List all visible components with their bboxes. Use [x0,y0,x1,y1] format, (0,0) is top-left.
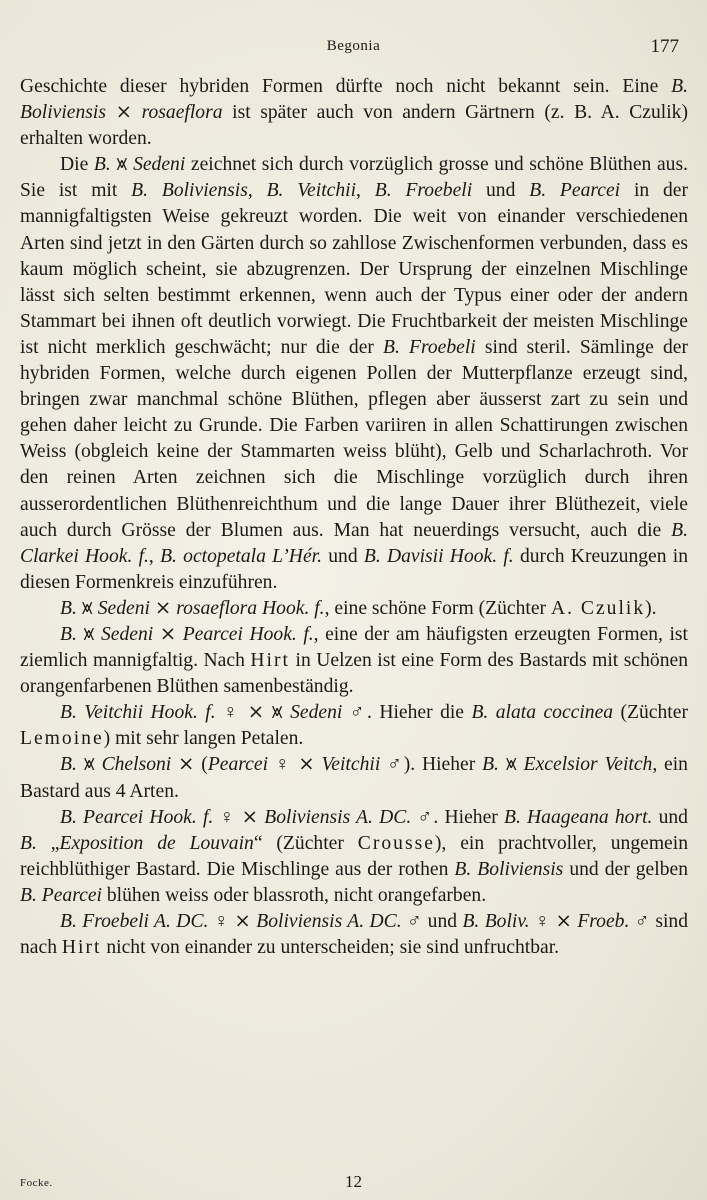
paragraph: Geschichte dieser hybriden Formen dürfte noch nicht bekannt sein. Eine B. Boliviensis ⨯ rosaeflora ist später auch von andern Gärtnern (z. B. A. Czulik) erhalten worden. [20,76,688,150]
paragraph: B. Froebeli A. DC. ♀ ⨯ Boliviensis A. DC. ♂ und B. Boliv. ♀ ⨯ Froeb. ♂ sind nach Hirt nicht von einander zu unterscheiden; sie sind unfruchtbar. [20,911,689,959]
printer-signature: Focke. [20,1177,53,1189]
paragraph: B. ⩙ Sedeni ⨯ rosaeflora Hook. f., eine schöne Form (Züchter A. Czulik). [60,597,657,619]
page-footer [20,1172,687,1194]
paragraph: B. ⩙ Sedeni ⨯ Pearcei Hook. f., eine der am häufigsten erzeugten Formen, ist ziemlich mannigfaltig. Nach Hirt in Uelzen ist eine Form des Bastards mit schönen orangenfarbenen Blüthen samenbeständig. [20,623,689,698]
page-header [20,36,687,60]
paragraph: B. Veitchii Hook. f. ♀ ⨯ ⩙ Sedeni ♂. Hieher die B. alata coccinea (Züchter Lemoine) mit sehr langen Petalen. [20,702,688,750]
body-text [20,74,688,961]
paragraph: B. Pearcei Hook. f. ♀ ⨯ Boliviensis A. DC. ♂. Hieher B. Haageana hort. und B. „Exposition de Louvain“ (Züchter Crousse), ein prachtvoller, ungemein reichblüthiger Bastard. Die Mischlinge aus der rothen B. Boliviensis und der gelben B. Pearcei blühen weiss oder blassroth, nicht orangefarben. [20,806,688,906]
page-number: 177 [650,36,679,57]
sheet-number: 12 [345,1172,362,1191]
paragraph: B. ⩙ Chelsoni ⨯ (Pearcei ♀ ⨯ Veitchii ♂). Hieher B. ⩙ Excelsior Veitch, ein Bastard aus 4 Arten. [20,754,688,802]
paragraph: Die B. ⩙ Sedeni zeichnet sich durch vorzüglich grosse und schöne Blüthen aus. Sie ist mit B. Boliviensis, B. Veitchii, B. Froebeli und B. Pearcei in der mannigfaltigsten Weise gekreuzt worden. Die weit von einander verschiedenen Arten sind jetzt in den Gärten durch so zahllose Zwischenformen verbunden, dass es kaum möglich scheint, sie abzugrenzen. Der Ursprung der einzelnen Mischlinge lässt sich selten bestimmt erkennen, wenn auch der Typus einer oder der andern Stammart bei ihnen oft deutlich vorwiegt. Die Fruchtbarkeit der meisten Mischlinge ist nicht merklich geschwächt; nur die der B. Froebeli sind steril. Sämlinge der hybriden Formen, welche durch eigenen Pollen der Mutterpflanze erzeugt sind, bringen zwar manchmal schöne Blüthen, pflegen aber äusserst zart zu sein und gehen daher leicht zu Grunde. Die Farben variiren in allen Schattirungen zwischen Weiss (obgleich keine der Stammarten weiss blüht), Gelb und Scharlachroth. Vor den reinen Arten zeichnen sich die Mischlinge vorzüglich durch ihren ausserordentlichen Blüthenreichthum und die lange Dauer ihrer Blüthezeit, viele auch durch Grösse der Blumen aus. Man hat neuerdings versucht, auch die B. Clarkei Hook. f., B. octopetala L’Hér. und B. Davisii Hook. f. durch Kreuzungen in diesen Formenkreis einzuführen. [20,154,689,593]
running-head: Begonia [326,38,381,54]
